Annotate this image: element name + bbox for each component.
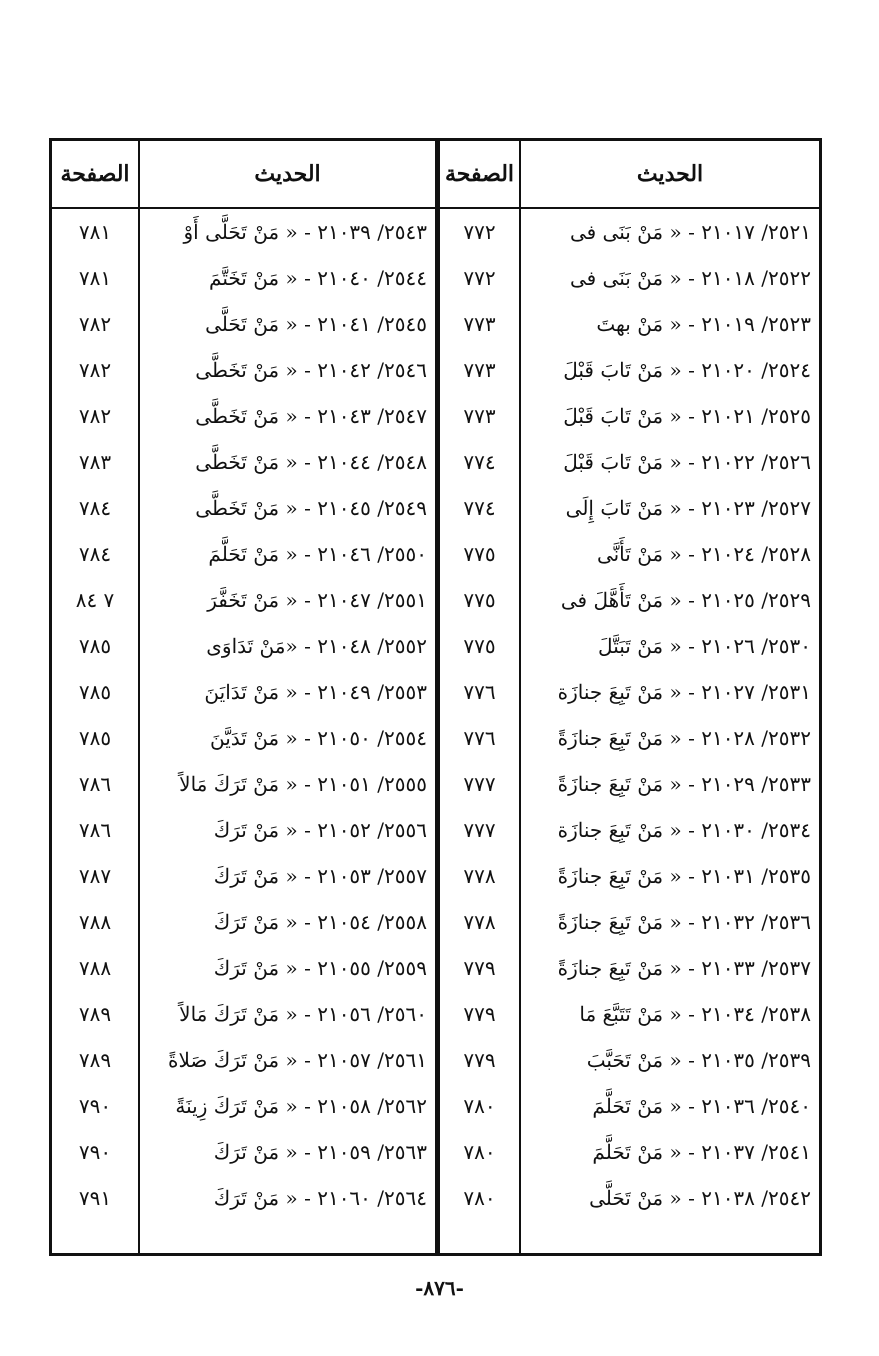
hadith-entry: ٢٥٥٧/ ٢١٠٥٣ - « مَنْ تَرَكَ xyxy=(213,864,427,888)
hadith-entry: ٢٥٢٢/ ٢١٠١٨ - « مَنْ بَنَى فى xyxy=(569,266,811,290)
hadith-entry: ٢٥٥٢/ ٢١٠٤٨ - «مَنْ تَدَاوَى xyxy=(206,634,427,658)
page-number-cell: ٧٧٢ xyxy=(463,220,496,244)
hadith-entry: ٢٥٤١/ ٢١٠٣٧ - « مَنْ تَحَلَّمَ xyxy=(592,1140,811,1164)
page-number-cell: ٧٧٣ xyxy=(463,404,496,428)
page-number-cell: ٧٩٠ xyxy=(78,1094,112,1118)
page-number-cell: ٧٩٠ xyxy=(78,1140,112,1164)
hadith-entry: ٢٥٦٠/ ٢١٠٥٦ - « مَنْ تَرَكَ مَالاً xyxy=(179,1002,427,1026)
hadith-entry: ٢٥٥٤/ ٢١٠٥٠ - « مَنْ تَدَيَّنَ xyxy=(209,726,427,750)
page-number-cell: ٧٧٦ xyxy=(463,726,496,750)
page-number-cell: ٧٧٣ xyxy=(463,312,496,336)
page-number-cell: ٧٨٨ xyxy=(78,910,112,934)
page-number-cell: ٧٨٧ xyxy=(78,864,112,888)
page-number-cell: ٧٧٤ xyxy=(463,450,496,474)
hadith-entry: ٢٥٣٩/ ٢١٠٣٥ - « مَنْ تَحَبَّبَ xyxy=(586,1048,811,1072)
hadith-entry: ٢٥٣٥/ ٢١٠٣١ - « مَنْ تَبِعَ جنازَةً xyxy=(557,864,811,888)
header-hadith-right: الحديث xyxy=(636,161,704,187)
hadith-entry: ٢٥٣٧/ ٢١٠٣٣ - « مَنْ تَبِعَ جنازَةً xyxy=(557,956,811,980)
page-number-cell: ٧٨٦ xyxy=(78,772,112,796)
header-page-left: الصفحة xyxy=(60,161,130,187)
page-number-cell: ٧٨٠ xyxy=(463,1094,496,1118)
page-number-cell: ٧٨٥ xyxy=(78,634,112,658)
hadith-entry: ٢٥٤٤/ ٢١٠٤٠ - « مَنْ تَخَتَّمَ xyxy=(209,266,427,290)
hadith-entry: ٢٥٥٩/ ٢١٠٥٥ - « مَنْ تَرَكَ xyxy=(213,956,427,980)
hadith-entry: ٢٥٢٦/ ٢١٠٢٢ - « مَنْ تَابَ قَبْلَ xyxy=(563,450,811,474)
hadith-entry: ٢٥٦٣/ ٢١٠٥٩ - « مَنْ تَرَكَ xyxy=(213,1140,427,1164)
hadith-entry: ٢٥٢٧/ ٢١٠٢٣ - « مَنْ تَابَ إِلَى xyxy=(565,496,811,520)
hadith-entry: ٢٥٣٤/ ٢١٠٣٠ - « مَنْ تَبِعَ جنازَة xyxy=(557,818,811,842)
hadith-entry: ٢٥٢٨/ ٢١٠٢٤ - « مَنْ تَأَنَّى xyxy=(596,542,811,566)
hadith-entry: ٢٥٢٤/ ٢١٠٢٠ - « مَنْ تَابَ قَبْلَ xyxy=(563,358,811,382)
hadith-entry: ٢٥٦٤/ ٢١٠٦٠ - « مَنْ تَرَكَ xyxy=(213,1186,427,1210)
hadith-entry: ٢٥٥٦/ ٢١٠٥٢ - « مَنْ تَرَكَ xyxy=(213,818,427,842)
hadith-entry: ٢٥٦٢/ ٢١٠٥٨ - « مَنْ تَرَكَ زِينَةً xyxy=(175,1094,427,1118)
page-number-cell: ٧٧٩ xyxy=(463,1002,496,1026)
page-number-cell: ٧٧٥ xyxy=(463,634,496,658)
hadith-entry: ٢٥٤٥/ ٢١٠٤١ - « مَنْ تَحَلَّى xyxy=(205,312,427,336)
hadith-entry: ٢٥٣٨/ ٢١٠٣٤ - « مَنْ تَتَبَّعَ مَا xyxy=(579,1002,811,1026)
hadith-entry: ٢٥٢٣/ ٢١٠١٩ - « مَنْ بهتَ xyxy=(596,312,811,336)
page-number-cell: ٧٧٢ xyxy=(463,266,496,290)
page-number-cell: ٧٧٧ xyxy=(463,772,496,796)
page-number-cell: ٧٨٣ xyxy=(78,450,112,474)
hadith-entry: ٢٥٥١/ ٢١٠٤٧ - « مَنْ تَخَفَّرَ xyxy=(207,588,427,612)
page-number-cell: ٧٨٢ xyxy=(78,312,112,336)
hadith-entry: ٢٥٤٧/ ٢١٠٤٣ - « مَنْ تَخَطَّى xyxy=(195,404,427,428)
page-number-cell: ٧٨٩ xyxy=(78,1048,112,1072)
hadith-entry: ٢٥٣١/ ٢١٠٢٧ - « مَنْ تَبِعَ جنازَة xyxy=(557,680,811,704)
page-number-cell: ٧٨٢ xyxy=(78,358,112,382)
hadith-entry: ٢٥٣٣/ ٢١٠٢٩ - « مَنْ تَبِعَ جنازَةً xyxy=(557,772,811,796)
page-number-cell: ٧٨٢ xyxy=(78,404,112,428)
page-number-cell: ٧٨٠ xyxy=(463,1140,496,1164)
page-number: -٨٧٦- xyxy=(415,1276,464,1300)
page-number-cell: ٧٨٤ xyxy=(78,542,112,566)
hadith-entry: ٢٥٢٩/ ٢١٠٢٥ - « مَنْ تَأَهَّلَ فى xyxy=(560,588,811,612)
page-number-cell: ٧٨١ xyxy=(78,266,112,290)
page-number-cell: ٧٨٨ xyxy=(78,956,112,980)
page-number-cell: ٧٨٦ xyxy=(78,818,112,842)
hadith-entry: ٢٥٣٦/ ٢١٠٣٢ - « مَنْ تَبِعَ جنازَةً xyxy=(557,910,811,934)
page-number-cell: ٧٧٧ xyxy=(463,818,496,842)
header-page-right: الصفحة xyxy=(444,161,515,187)
page-number-cell: ٧٧٤ xyxy=(463,496,496,520)
page-number-cell: ٧٨٩ xyxy=(78,1002,112,1026)
hadith-entry: ٢٥٤٦/ ٢١٠٤٢ - « مَنْ تَخَطَّى xyxy=(195,358,427,382)
page-number-cell: ٧٨٥ xyxy=(78,680,112,704)
page-number-cell: ٧٧٨ xyxy=(463,864,496,888)
page-number-cell: ٧ ٨٤ xyxy=(75,588,115,612)
hadith-entry: ٢٥٦١/ ٢١٠٥٧ - « مَنْ تَرَكَ صَلاةً xyxy=(168,1048,427,1072)
page-number-cell: ٧٧٩ xyxy=(463,956,496,980)
page-number-cell: ٧٧٥ xyxy=(463,542,496,566)
page-number-cell: ٧٨٥ xyxy=(78,726,112,750)
header-hadith-left: الحديث xyxy=(254,161,321,187)
hadith-entry: ٢٥٥٨/ ٢١٠٥٤ - « مَنْ تَرَكَ xyxy=(213,910,427,934)
hadith-entry: ٢٥٤٢/ ٢١٠٣٨ - « مَنْ تَحَلَّى xyxy=(589,1186,811,1210)
page-number-cell: ٧٧٩ xyxy=(463,1048,496,1072)
hadith-entry: ٢٥٤٠/ ٢١٠٣٦ - « مَنْ تَحَلَّمَ xyxy=(592,1094,811,1118)
hadith-entry: ٢٥٥٥/ ٢١٠٥١ - « مَنْ تَرَكَ مَالاً xyxy=(179,772,427,796)
page-number-cell: ٧٧٣ xyxy=(463,358,496,382)
hadith-entry: ٢٥٤٣/ ٢١٠٣٩ - « مَنْ تَحَلَّى أَوْ xyxy=(183,220,427,244)
hadith-entry: ٢٥٢٥/ ٢١٠٢١ - « مَنْ تَابَ قَبْلَ xyxy=(563,404,811,428)
hadith-entry: ٢٥٤٨/ ٢١٠٤٤ - « مَنْ تَخَطَّى xyxy=(195,450,427,474)
hadith-entry: ٢٥٥٣/ ٢١٠٤٩ - « مَنْ تَدَايَنَ xyxy=(204,680,427,704)
hadith-entry: ٢٥٤٩/ ٢١٠٤٥ - « مَنْ تَخَطَّى xyxy=(195,496,427,520)
page-number-cell: ٧٧٥ xyxy=(463,588,496,612)
page-number-cell: ٧٨١ xyxy=(78,220,112,244)
hadith-entry: ٢٥٣٠/ ٢١٠٢٦ - « مَنْ تَبَتَّلَ xyxy=(598,634,811,658)
hadith-entry: ٢٥٥٠/ ٢١٠٤٦ - « مَنْ تَحَلَّمَ xyxy=(208,542,427,566)
page-number-cell: ٧٧٨ xyxy=(463,910,496,934)
page-number-cell: ٧٧٦ xyxy=(463,680,496,704)
index-table xyxy=(49,138,822,1256)
hadith-entry: ٢٥٣٢/ ٢١٠٢٨ - « مَنْ تَبِعَ جنازَةً xyxy=(557,726,811,750)
hadith-entry: ٢٥٢١/ ٢١٠١٧ - « مَنْ بَنَى فى xyxy=(569,220,811,244)
page-number-cell: ٧٩١ xyxy=(78,1186,112,1210)
page-number-cell: ٧٨٤ xyxy=(78,496,112,520)
page-number-cell: ٧٨٠ xyxy=(463,1186,496,1210)
